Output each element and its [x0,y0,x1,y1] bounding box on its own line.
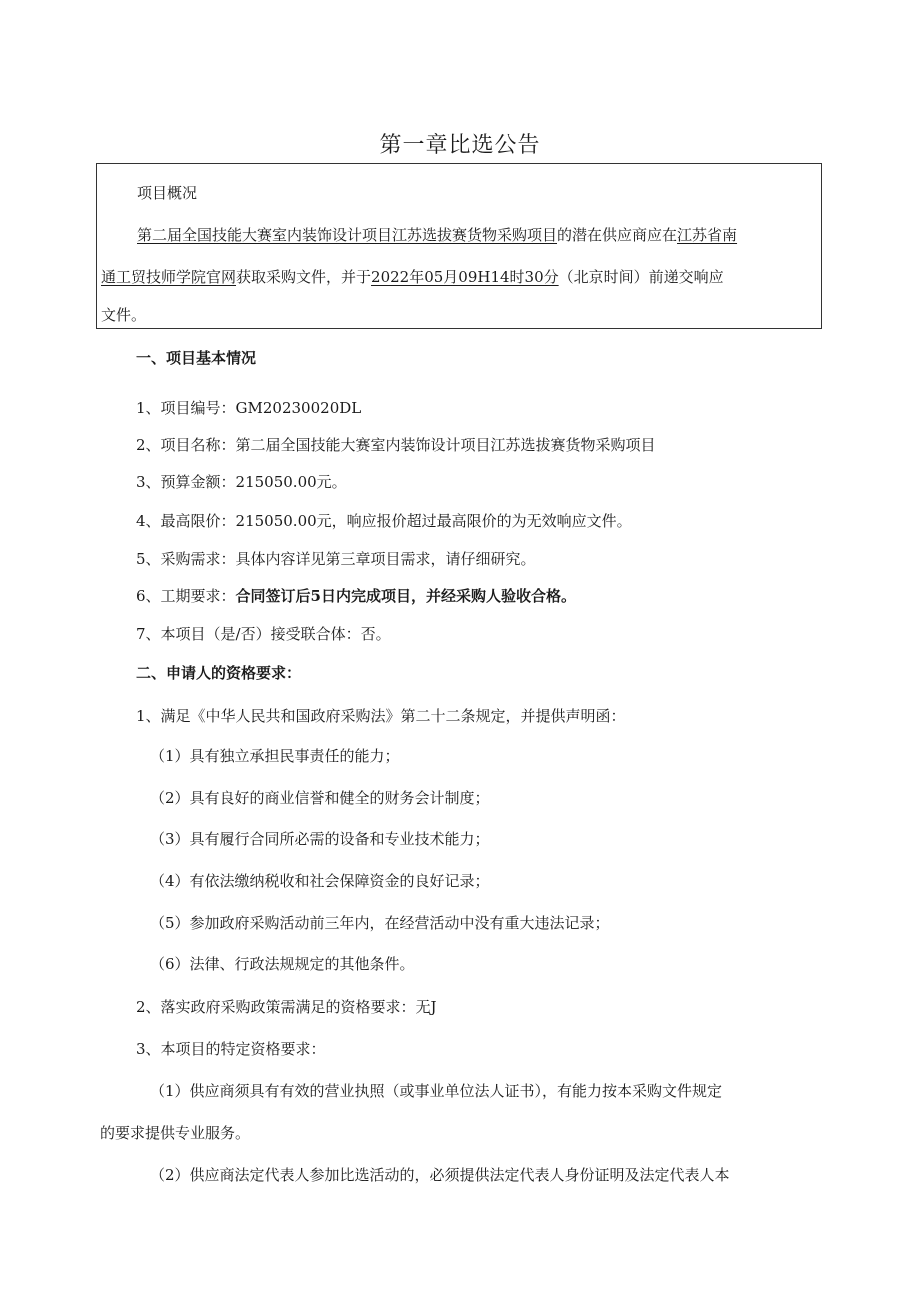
item-1: 1、项目编号：GM20230020DL [136,399,362,417]
section2-heading: 二、申请人的资格要求： [136,664,302,682]
overview-text-a: 的潜在供应商应在 [557,226,678,244]
req-2: 2、落实政府采购政策需满足的资格要求：无J [136,998,437,1016]
location-a: 江苏省南 [677,226,738,244]
item-6 [136,585,576,606]
sub-4: （4）有依法缴纳税收和社会保障资金的良好记录； [150,872,490,890]
item-6-prefix: 6、工期要求： [136,587,236,605]
overview-text-c: （北京时间）前递交响应 [558,268,724,286]
item-2: 2、项目名称：第二届全国技能大赛室内装饰设计项目江苏选拔赛货物采购项目 [136,436,656,454]
req-3: 3、本项目的特定资格要求： [136,1040,326,1058]
sub-3: （3）具有履行合同所必需的设备和专业技术能力； [150,830,490,848]
spec-2-line-a: （2）供应商法定代表人参加比选活动的，必须提供法定代表人身份证明及法定代表人本 [150,1166,730,1184]
item-5: 5、采购需求：具体内容详见第三章项目需求，请仔细研究。 [136,550,536,568]
page-title: 第一章比选公告 [379,133,541,158]
req-1: 1、满足《中华人民共和国政府采购法》第二十二条规定，并提供声明函： [136,707,626,725]
overview-line-2 [101,266,724,287]
item-6-bold: 合同签订后5日内完成项目，并经采购人验收合格。 [235,587,576,605]
sub-6: （6）法律、行政法规规定的其他条件。 [150,955,415,973]
spec-1-line-b: 的要求提供专业服务。 [100,1124,251,1142]
sub-2: （2）具有良好的商业信誉和健全的财务会计制度； [150,789,490,807]
item-3: 3、预算金额：215050.00元。 [136,473,347,491]
overview-text-b: 获取采购文件，并于 [236,268,372,286]
location-b: 通工贸技师学院官网 [101,268,237,286]
item-4: 4、最高限价：215050.00元，响应报价超过最高限价的为无效响应文件。 [136,512,632,530]
section1-heading: 一、项目基本情况 [136,349,257,367]
sub-5: （5）参加政府采购活动前三年内，在经营活动中没有重大违法记录； [150,914,610,932]
deadline: 2022年05月09H14时30分 [371,268,559,286]
item-7: 7、本项目（是/否）接受联合体：否。 [136,625,391,643]
overview-box [96,163,822,329]
project-name-link: 第二届全国技能大赛室内装饰设计项目江苏选拔赛货物采购项目 [137,226,558,244]
spec-1-line-a: （1）供应商须具有有效的营业执照（或事业单位法人证书），有能力按本采购文件规定 [150,1082,723,1100]
overview-line-3: 文件。 [101,306,147,324]
sub-1: （1）具有独立承担民事责任的能力； [150,747,400,765]
overview-line-1 [137,224,737,245]
overview-label: 项目概况 [137,184,198,202]
